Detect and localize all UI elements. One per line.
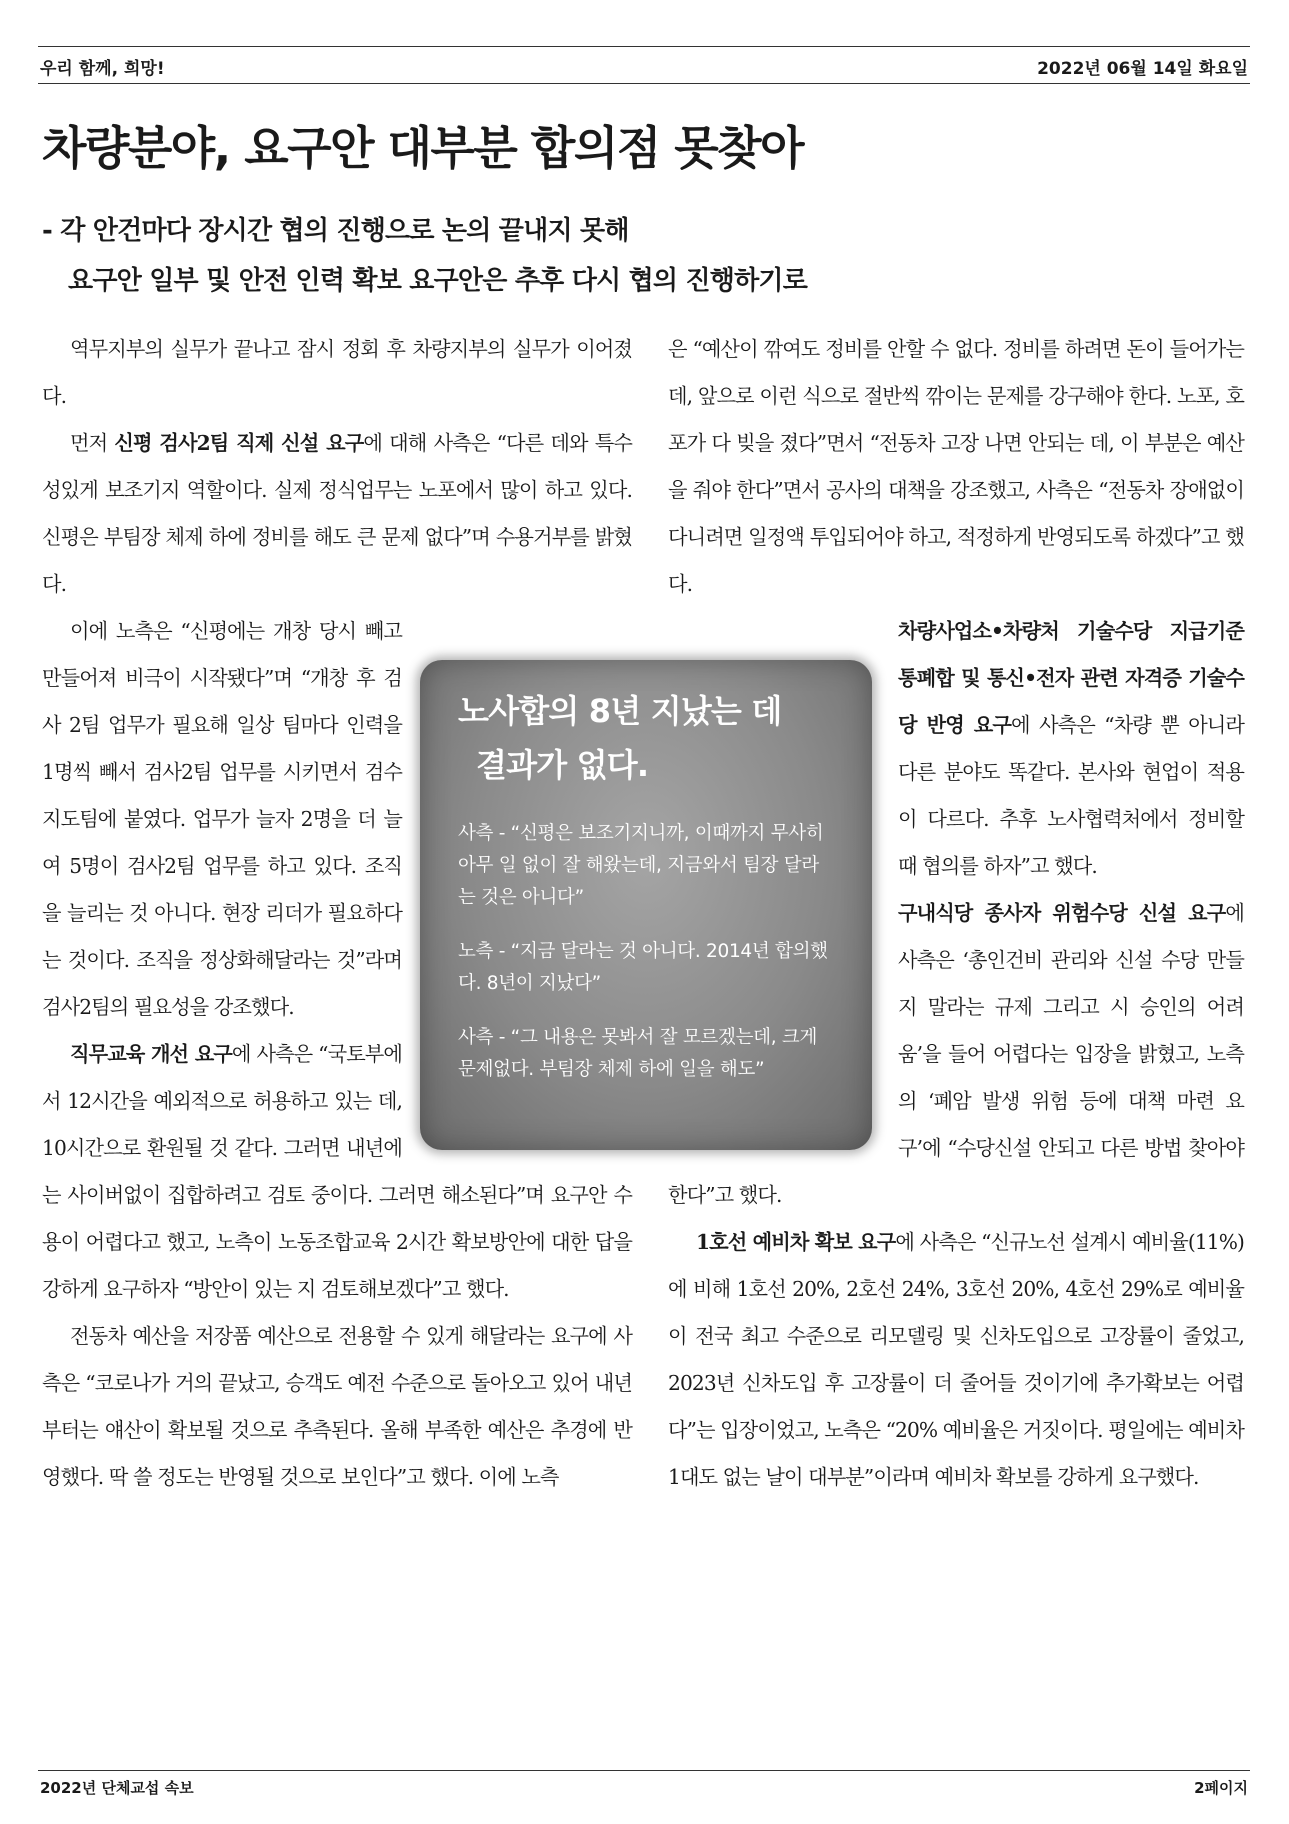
right-p4-demand: 1호선 예비차 확보 요구 xyxy=(696,1230,896,1254)
left-p2-body: 에 대해 사측은 “다른 데와 특수성있게 보조기지 역할이다. 실제 정식업무는 노포에서 많이 하고 있다. 신평은 부팀장 체제 하에 정비를 해도 큰 문제 없다”며 수용거부를 밝혔다. xyxy=(42,431,632,596)
pull-quote-title xyxy=(458,684,834,792)
left-p4-demand: 직무교육 개선 요구 xyxy=(70,1042,232,1066)
pull-quote-title-line-2: 결과가 없다. xyxy=(476,746,649,784)
right-p3-body: 에 사측은 ‘총인건비 관리와 신설 수당 만들지 말라는 규제 그리고 시 승인의 어려움’을 들어 어렵다는 입장을 밝혔고, 노측의 ‘폐암 발생 위험 등에 대책 마련 요구’에 “수당신설 안되고 다른 방법 찾아야 한다”고 했다. xyxy=(668,901,1244,1207)
article-subhead xyxy=(42,206,1252,306)
left-paragraph-3: 이에 노측은 “신평에는 개창 당시 빼고 만들어져 비극이 시작됐다”며 “개창 후 검사 2팀 업무가 필요해 일상 팀마다 인력을 1명씩 빼서 검사2팀 업무를 시키면서 검수지도팀에 붙였다. 업무가 늘자 2명을 더 늘여 5명이 검사2팀 업무를 하고 있다. 조직을 늘리는 것 아니다. 현장 리더가 필요하다는 것이다. 조직을 정상화해달라는 것”라며 검사2팀의 필요성을 강조했다. xyxy=(42,619,402,1019)
page-number: 2페이지 xyxy=(1194,1779,1248,1797)
masthead-bar xyxy=(38,46,1250,84)
right-p2-demand: 차량사업소•차량처 기술수당 지급기준 통폐합 및 통신•전자 관련 자격증 기술수당 반영 요구 xyxy=(898,619,1244,737)
left-paragraph-5: 전동차 예산을 저장품 예산으로 전용할 수 있게 해달라는 요구에 사측은 “코로나가 거의 끝났고, 승객도 예전 수준으로 돌아오고 있어 내년부터는 얘산이 확보될 것으로 추측된다. 올해 부족한 예산은 추경에 반영했다. 딱 쓸 정도는 반영될 것으로 보인다”고 했다. 이에 노측 xyxy=(42,1324,632,1489)
pull-quote-management-2: 사측 - “그 내용은 못봐서 잘 모르겠는데, 크게 문제없다. 부팀장 체제 하에 일을 해도” xyxy=(458,1027,818,1080)
page-footer xyxy=(38,1770,1250,1797)
left-p2-lead: 먼저 xyxy=(70,431,115,455)
subhead-line-2: 요구안 일부 및 안전 인력 확보 요구안은 추후 다시 협의 진행하기로 xyxy=(68,266,808,296)
left-p2-demand: 신평 검사2팀 직제 신설 요구 xyxy=(114,431,364,455)
right-p4-body: 에 사측은 “신규노선 설계시 예비율(11%)에 비해 1호선 20%, 2호선 24%, 3호선 20%, 4호선 29%로 예비율이 전국 최고 수준으로 리모델링 및 신차도입으로 고장률이 줄었고, 2023년 신차도입 후 고장률이 더 줄어들 것이기에 추가확보는 어렵다”는 입장이었고, 노측은 “20% 예비율은 거짓이다. 평일에는 예비차 1대도 없는 날이 대부분”이라며 예비차 확보를 강하게 요구했다. xyxy=(668,1230,1244,1489)
right-p3-demand: 구내식당 종사자 위험수당 신설 요구 xyxy=(898,901,1226,925)
pull-quote-box xyxy=(420,660,872,1150)
subhead-line-1: - 각 안건마다 장시간 협의 진행으로 논의 끝내지 못해 xyxy=(42,216,629,246)
issue-date: 2022년 06월 14일 화요일 xyxy=(1037,59,1248,79)
right-paragraph-1: 은 “예산이 깎여도 정비를 안할 수 없다. 정비를 하려면 돈이 들어가는 데, 앞으로 이런 식으로 절반씩 깎이는 문제를 강구해야 한다. 노포, 호포가 다 빚을 졌다”면서 “전동차 고장 나면 안되는 데, 이 부분은 예산을 줘야 한다”면서 공사의 대책을 강조했고, 사측은 “전동차 장애없이 다니려면 일정액 투입되어야 하고, 적정하게 반영되도록 하겠다”고 했다. xyxy=(668,337,1244,596)
pull-quote-title-line-1: 노사합의 8년 지났는 데 xyxy=(458,692,782,730)
pull-quote-union: 노측 - “지금 달라는 것 아니다. 2014년 합의했다. 8년이 지났다” xyxy=(458,941,828,994)
article-headline: 차량분야, 요구안 대부분 합의점 못찾아 xyxy=(42,121,804,175)
left-paragraph-2 xyxy=(42,420,632,608)
right-paragraph-4 xyxy=(668,1219,1244,1501)
left-p4-body: 에 사측은 “국토부에서 12시간을 예외적으로 허용하고 있는 데, 10시간으로 환원될 것 같다. 그러면 내년에는 사이버없이 집합하려고 검토 중이다. 그러면 해소된다”며 요구안 수용이 어렵다고 했고, 노측이 노동조합교육 2시간 확보방안에 대한 답을 강하게 요구하자 “방안이 있는 지 검토해보겠다”고 했다. xyxy=(42,1042,632,1301)
right-p2-body: 에 사측은 “차량 뿐 아니라 다른 분야도 똑같다. 본사와 현업이 적용이 다르다. 추후 노사협력처에서 정비할 때 협의를 하자”고 했다. xyxy=(898,713,1244,878)
footer-publication: 2022년 단체교섭 속보 xyxy=(40,1779,194,1797)
masthead-slogan: 우리 함께, 희망! xyxy=(40,59,165,79)
pull-quote-management-1: 사측 - “신평은 보조기지니까, 이때까지 무사히 아무 일 없이 잘 해왔는데, 지금와서 팀장 달라는 것은 아니다” xyxy=(458,823,824,908)
left-paragraph-1: 역무지부의 실무가 끝나고 잠시 정회 후 차량지부의 실무가 이어졌다. xyxy=(42,337,632,408)
